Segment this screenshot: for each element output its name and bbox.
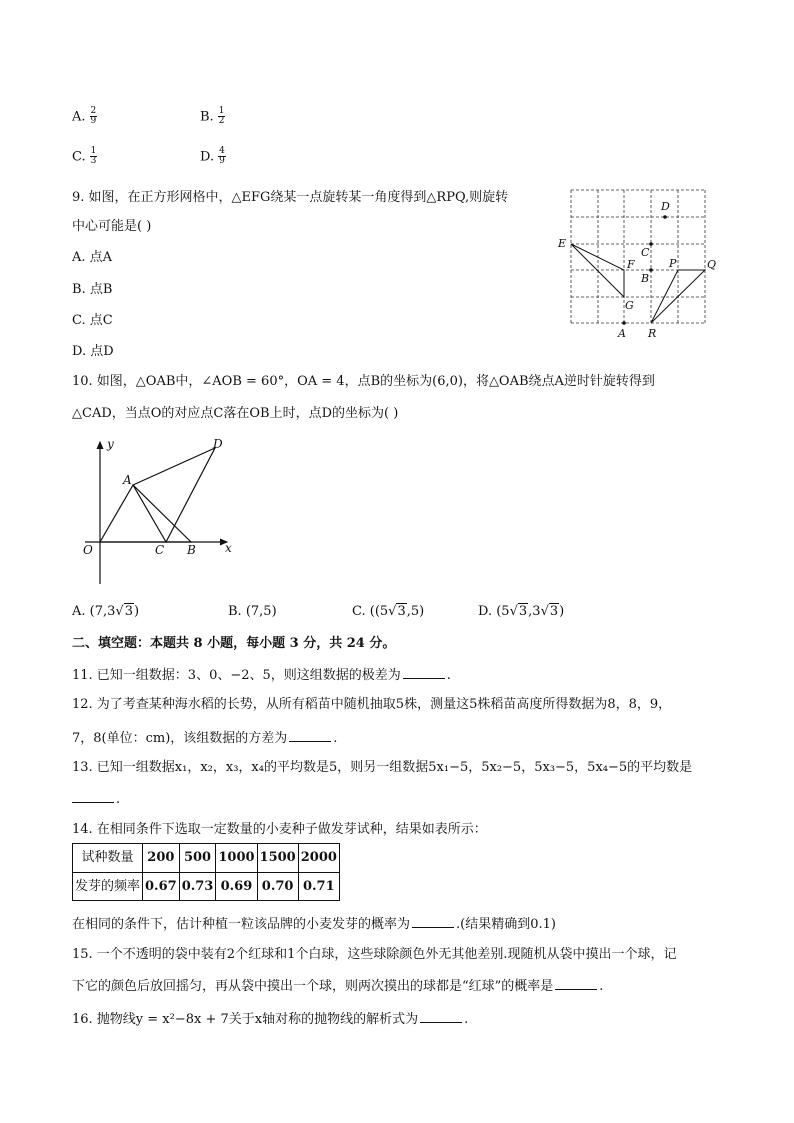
answer-blank[interactable]	[289, 729, 331, 742]
table-row	[73, 872, 340, 901]
q8-option-b: B. $\frac{1}{2}$	[200, 106, 225, 127]
triangle-efg	[571, 244, 624, 297]
point-b	[649, 268, 653, 272]
sqrt: √3	[540, 604, 559, 619]
answer-blank[interactable]	[403, 666, 445, 679]
table-header-cell: 试种数量	[73, 844, 143, 873]
q10-option-c: C. ((5√3,5)	[352, 604, 425, 619]
sqrt: √3	[388, 604, 406, 619]
grid-lines	[571, 190, 705, 323]
section-title: 二、填空题：本题共 8 小题，每小题 3 分，共 24 分。	[72, 636, 396, 651]
answer-blank[interactable]	[420, 1010, 462, 1023]
q9-grid-figure	[555, 180, 725, 345]
answer-blank[interactable]	[412, 915, 454, 928]
q9-option-b: B. 点B	[72, 282, 113, 297]
q8-option-c: C. $\frac{1}{3}$	[72, 146, 97, 167]
q16-stem: 16. 抛物线y = x²−8x + 7关于x轴对称的抛物线的解析式为 .	[72, 1012, 469, 1027]
answer-blank[interactable]	[555, 977, 597, 990]
q14-question: 在相同的条件下，估计种植一粒该品牌的小麦发芽的概率为 .(结果精确到0.1)	[72, 917, 556, 932]
label-a: A	[618, 327, 626, 340]
fraction: $\frac{2}{9}$	[90, 106, 97, 127]
fraction: $\frac{1}{3}$	[90, 146, 97, 167]
q9-option-c: C. 点C	[72, 313, 113, 328]
label-f: F	[627, 258, 635, 271]
table-header-cell: 发芽的频率	[73, 872, 143, 901]
label-b: B	[187, 543, 196, 557]
q13-stem-line2: .	[72, 790, 120, 808]
q10-stem-line2: △CAD，当点O的对应点C落在OB上时，点D的坐标为( )	[72, 406, 399, 421]
q15-stem-line2: 下它的颜色后放回摇匀，再从袋中摸出一个球，则两次摸出的球都是“红球”的概率是 .	[72, 979, 604, 994]
label-y: y	[107, 437, 114, 451]
table-cell: 1000	[216, 844, 257, 873]
label-p: P	[669, 257, 677, 270]
fraction: $\frac{1}{2}$	[218, 106, 225, 127]
table-cell: 0.71	[298, 872, 339, 901]
q11-stem: 11. 已知一组数据：3、0、−2、5，则这组数据的极差为 .	[72, 668, 451, 683]
label-x: x	[225, 541, 232, 555]
q10-option-a: A. (7,3√3)	[72, 604, 140, 619]
table-cell: 500	[179, 844, 216, 873]
triangle-oab	[100, 485, 191, 542]
q14-intro: 14. 在相同条件下选取一定数量的小麦种子做发芽试种，结果如表所示：	[72, 822, 487, 837]
q10-option-d: D. (5√3,3√3)	[478, 604, 565, 619]
fraction: $\frac{4}{9}$	[219, 146, 225, 167]
label-b: B	[641, 272, 650, 285]
table-cell: 0.69	[216, 872, 257, 901]
q9-stem-line1: 9. 如图，在正方形网格中，△EFG绕某一点旋转某一角度得到△RPQ,则旋转	[72, 190, 509, 205]
label-d: D	[661, 200, 670, 213]
q10-option-b: B. (7,5)	[228, 604, 277, 619]
q15-stem-line1: 15. 一个不透明的袋中装有2个红球和1个白球，这些球除颜色外无其他差别.现随机从袋中摸出一个球，记	[72, 947, 677, 962]
label-a: A	[123, 473, 132, 487]
q12-stem-line1: 12. 为了考查某种海水稻的长势，从所有稻苗中随机抽取5株，测量这5株稻苗高度所得数据为8，8，9，	[72, 697, 672, 712]
q9-option-d: D. 点D	[72, 344, 114, 359]
q13-stem-line1: 13. 已知一组数据x₁，x₂，x₃，x₄的平均数是5，则另一组数据5x₁−5，5x₂−5，5x₃−5，5x₄−5的平均数是	[72, 760, 693, 775]
table-cell: 0.67	[143, 872, 180, 901]
triangle-cad	[133, 448, 215, 542]
label-c: C	[155, 543, 165, 557]
table-row	[73, 844, 340, 873]
sqrt: √3	[115, 604, 133, 619]
q9-option-a: A. 点A	[72, 250, 113, 265]
table-cell: 1500	[257, 844, 298, 873]
q12-stem-line2: 7，8(单位：cm)，该组数据的方差为 .	[72, 731, 338, 746]
answer-blank[interactable]	[72, 790, 114, 803]
point-c	[649, 242, 653, 246]
label-q: Q	[707, 258, 717, 271]
q14-frequency-table	[72, 843, 340, 901]
label-c: C	[641, 246, 650, 259]
table-cell: 0.73	[179, 872, 216, 901]
table-cell: 2000	[298, 844, 339, 873]
q8-option-a: A. $\frac{2}{9}$	[72, 106, 97, 127]
q9-stem-line2: 中心可能是( )	[72, 219, 152, 234]
table-cell: 200	[143, 844, 180, 873]
point-d	[663, 215, 667, 219]
label-r: R	[648, 327, 657, 340]
label-g: G	[625, 299, 634, 312]
label-d: D	[213, 437, 223, 451]
label-e: E	[558, 237, 567, 250]
point-a	[622, 321, 626, 325]
sqrt: √3	[509, 604, 528, 619]
q10-figure	[75, 432, 245, 592]
q8-option-d: D. $\frac{4}{9}$	[200, 146, 225, 167]
label-o: O	[83, 543, 93, 557]
table-cell: 0.70	[257, 872, 298, 901]
q10-stem-line1: 10. 如图，△OAB中，∠AOB = 60°，OA = 4，点B的坐标为(6,0)，将△OAB绕点A逆时针旋转得到	[72, 374, 655, 389]
